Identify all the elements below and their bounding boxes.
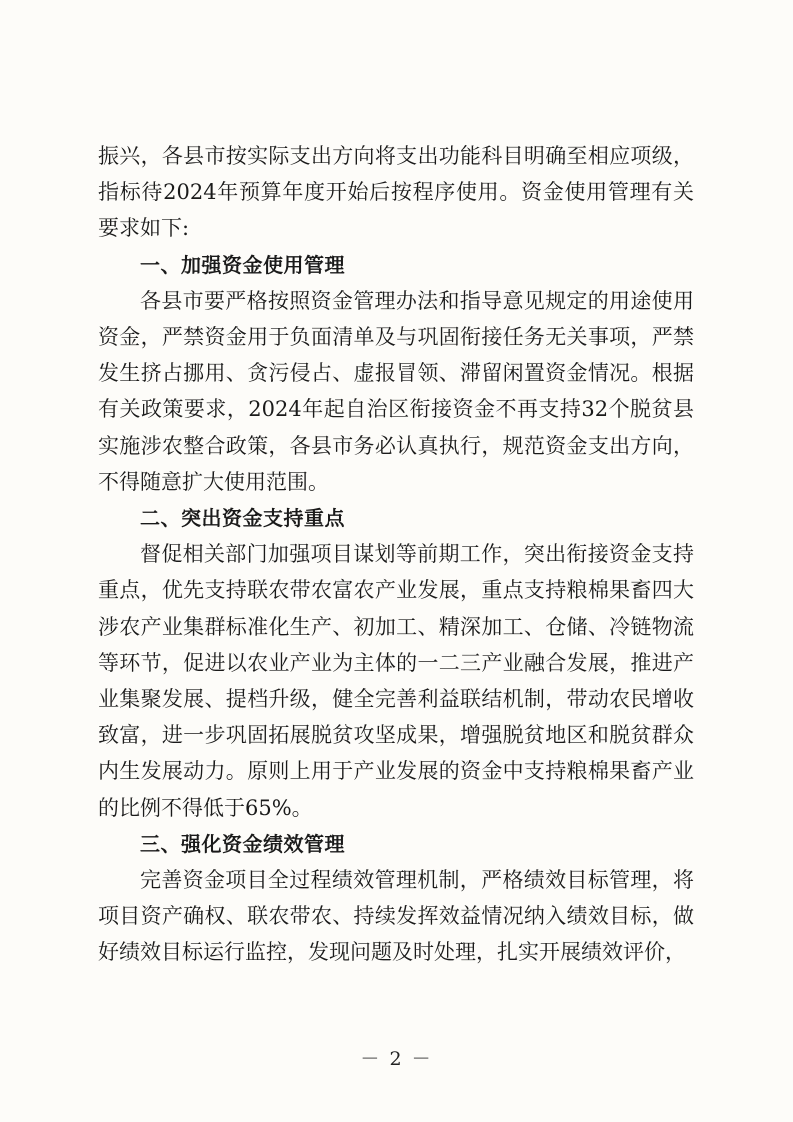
page-number: － 2 － [360,1048,433,1070]
section-heading: 三、强化资金绩效管理 [140,831,345,856]
document-body [98,138,694,971]
section-heading: 一、加强资金使用管理 [140,252,345,277]
section-heading: 二、突出资金支持重点 [140,506,345,531]
body-paragraph: 督促相关部门加强项目谋划等前期工作，突出衔接资金支持重点，优先支持联农带农富农产业发展，重点支持粮棉果畜四大涉农产业集群标准化生产、初加工、精深加工、仓储、冷链物流等环节，促进以农业产业为主体的一二三产业融合发展，推进产业集聚发展、提档升级，健全完善利益联结机制，带动农民增收致富，进一步巩固拓展脱贫攻坚成果，增强脱贫地区和脱贫群众内生发展动力。原则上用于产业发展的资金中支持粮棉果畜产业的比例不得低于65%。 [98,542,694,820]
body-paragraph: 各县市要严格按照资金管理办法和指导意见规定的用途使用资金，严禁资金用于负面清单及与巩固衔接任务无关事项，严禁发生挤占挪用、贪污侵占、虚报冒领、滞留闲置资金情况。根据有关政策要求，2024年起自治区衔接资金不再支持32个脱贫县实施涉农整合政策，各县市务必认真执行，规范资金支出方向，不得随意扩大使用范围。 [98,288,694,494]
body-paragraph: 振兴，各县市按实际支出方向将支出功能科目明确至相应项级，指标待2024年预算年度开始后按程序使用。资金使用管理有关要求如下: [98,144,694,241]
body-paragraph: 完善资金项目全过程绩效管理机制，严格绩效目标管理，将项目资产确权、联农带农、持续发挥效益情况纳入绩效目标，做好绩效目标运行监控，发现问题及时处理，扎实开展绩效评价， [98,868,694,965]
